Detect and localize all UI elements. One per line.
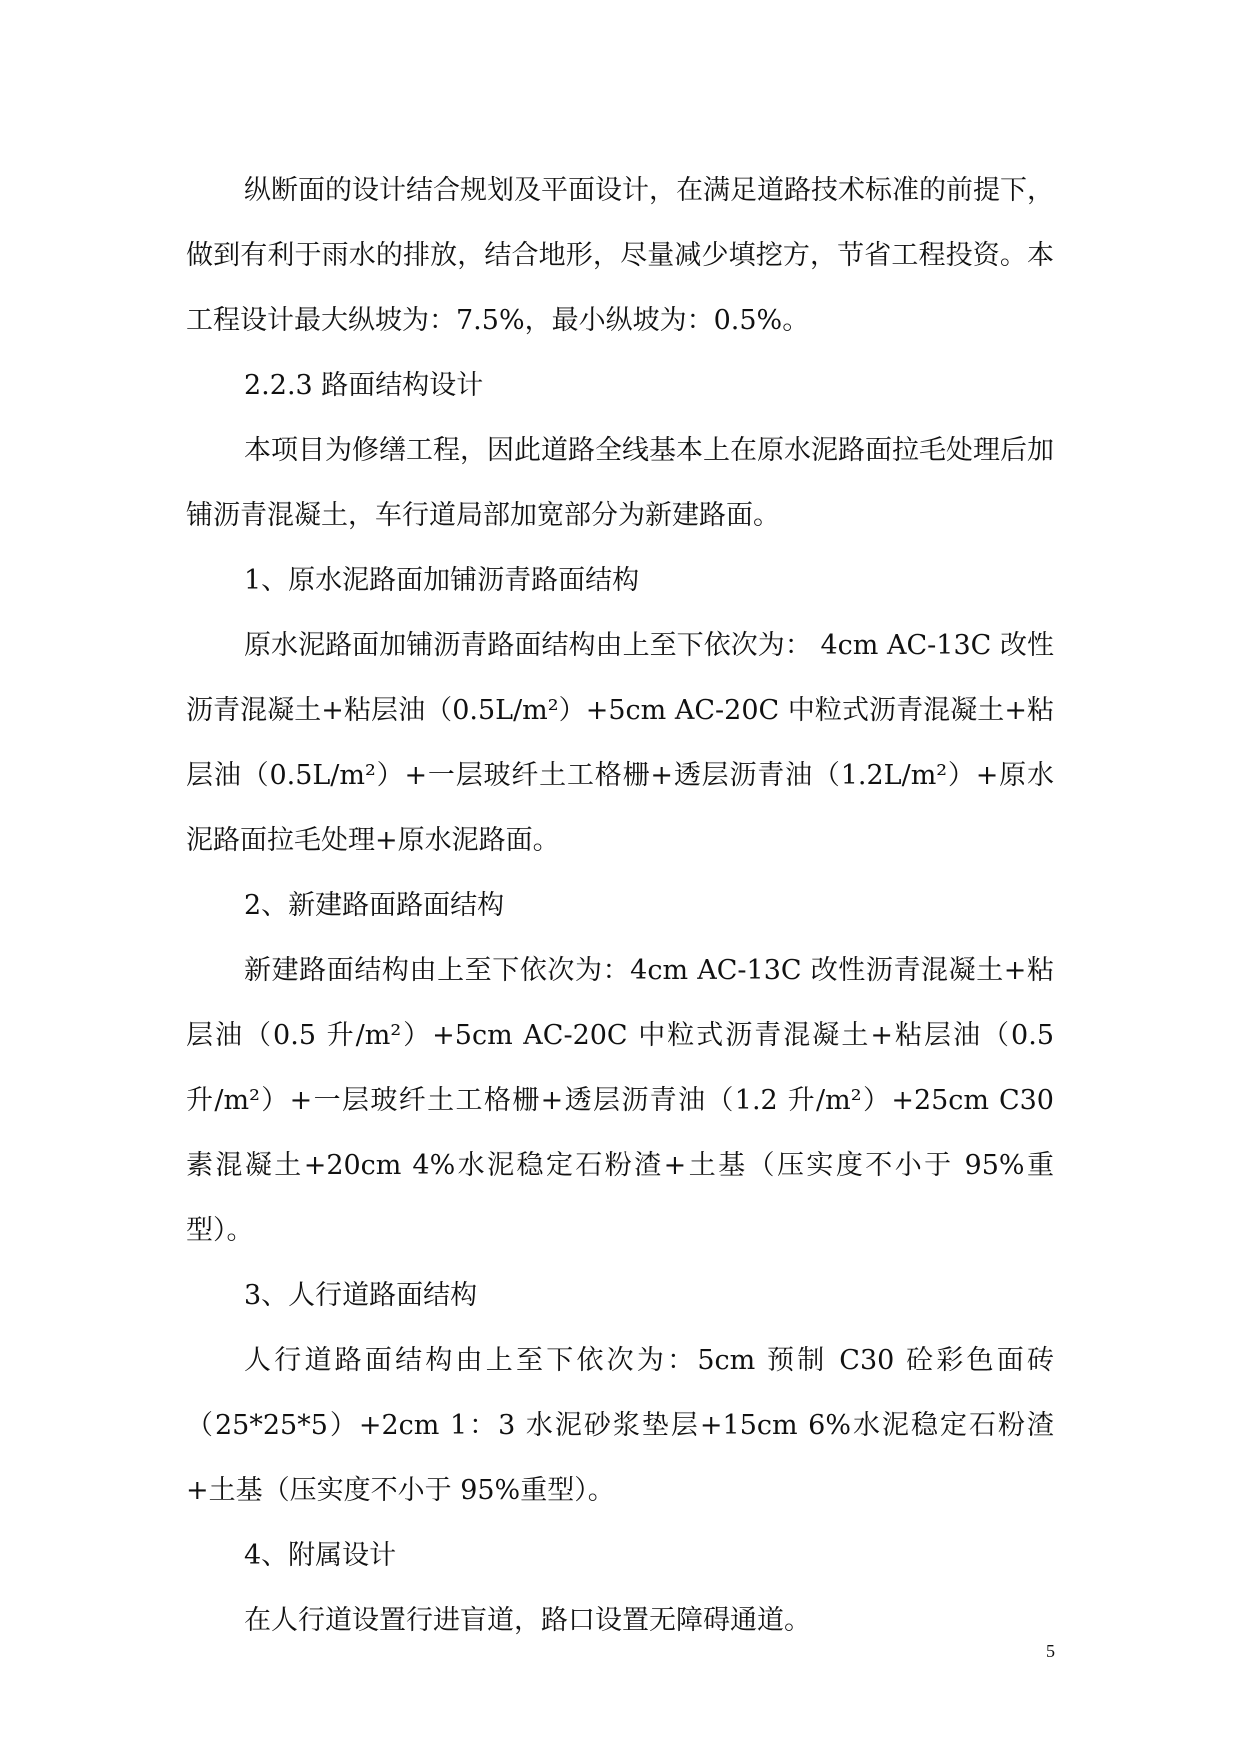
subheading-sidewalk: 3、人行道路面结构 — [244, 1280, 478, 1311]
section-heading-pavement-design: 2.2.3 路面结构设计 — [244, 370, 484, 401]
body-text — [186, 158, 1054, 1653]
paragraph-ancillary: 在人行道设置行进盲道，路口设置无障碍通道。 — [244, 1605, 811, 1636]
paragraph-project-overview: 本项目为修缮工程，因此道路全线基本上在原水泥路面拉毛处理后加铺沥青混凝土，车行道局部加宽部分为新建路面。 — [186, 435, 1054, 531]
paragraph-overlay-structure: 原水泥路面加铺沥青路面结构由上至下依次为： 4cm AC-13C 改性沥青混凝土+粘层油（0.5L/m²）+5cm AC-20C 中粒式沥青混凝土+粘层油（0.5L/m²）+一层玻纤土工格栅+透层沥青油（1.2L/m²）+原水泥路面拉毛处理+原水泥路面。 — [186, 630, 1054, 856]
paragraph-longitudinal-design: 纵断面的设计结合规划及平面设计，在满足道路技术标准的前提下，做到有利于雨水的排放，结合地形，尽量减少填挖方，节省工程投资。本工程设计最大纵坡为：7.5%，最小纵坡为：0.5%。 — [186, 175, 1054, 336]
subheading-ancillary: 4、附属设计 — [244, 1540, 397, 1571]
page-number: 5 — [1046, 1641, 1055, 1661]
paragraph-sidewalk: 人行道路面结构由上至下依次为：5cm 预制 C30 砼彩色面砖（25*25*5）+2cm 1：3 水泥砂浆垫层+15cm 6%水泥稳定石粉渣+土基（压实度不小于 95%重型）。 — [186, 1345, 1054, 1506]
paragraph-new-pavement: 新建路面结构由上至下依次为：4cm AC-13C 改性沥青混凝土+粘层油（0.5 升/m²）+5cm AC-20C 中粒式沥青混凝土+粘层油（0.5 升/m²）+一层玻纤土工格栅+透层沥青油（1.2 升/m²）+25cm C30 素混凝土+20cm 4%水泥稳定石粉渣+土基（压实度不小于 95%重型）。 — [186, 955, 1054, 1246]
subheading-overlay-structure: 1、原水泥路面加铺沥青路面结构 — [244, 565, 640, 596]
subheading-new-pavement: 2、新建路面路面结构 — [244, 890, 505, 921]
